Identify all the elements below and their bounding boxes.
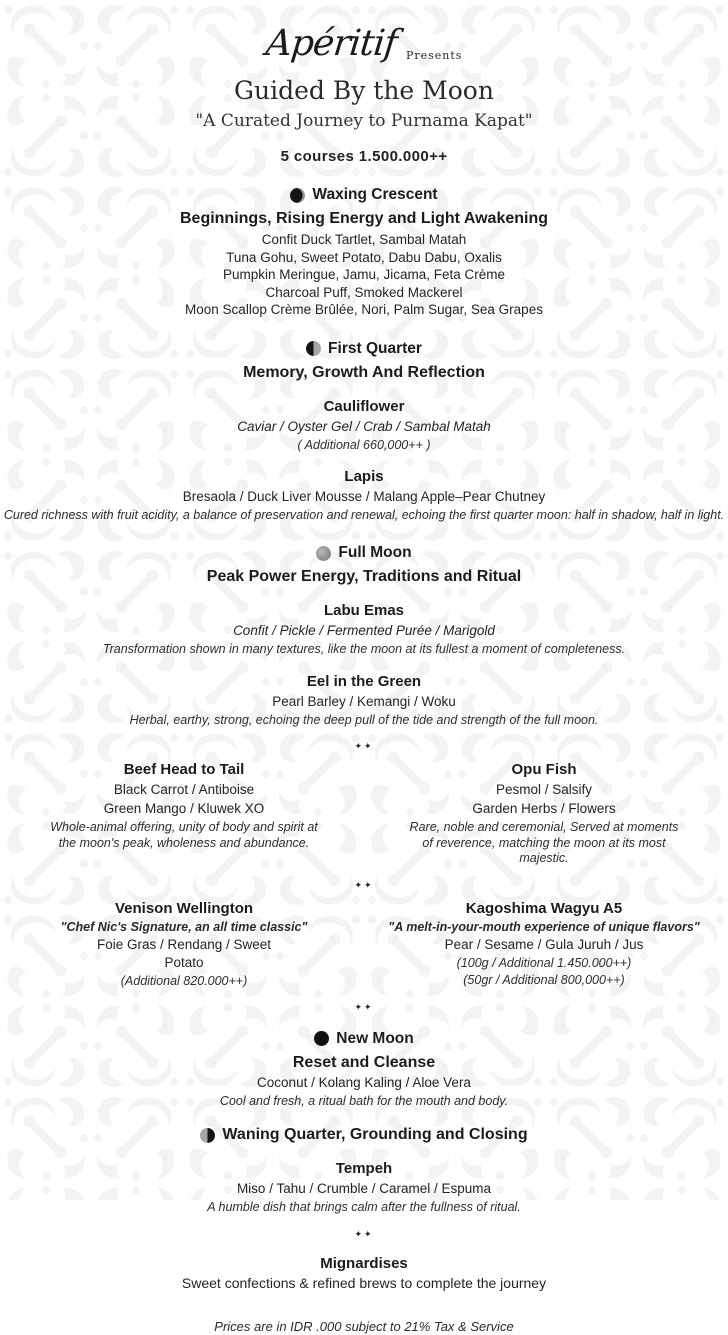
section-waxing-crescent (0, 185, 728, 319)
dish-column-beef (28, 752, 340, 867)
section-title: New Moon (336, 1029, 414, 1047)
dish-ingredients: Caviar / Oyster Gel / Crab / Sambal Matah (237, 418, 491, 434)
dish-ingredients: Miso / Tahu / Crumble / Caramel / Espuma (236, 1181, 492, 1196)
dish-description: Cool and fresh, a ritual bath for the mouth and body. (219, 1093, 509, 1108)
ornament-divider-icon: ✦✦ (354, 879, 374, 890)
dish-ingredients: Foie Gras / Rendang / Sweet Potato (96, 936, 272, 970)
dish-ingredients: Garden Herbs / Flowers (472, 801, 616, 816)
section-subtitle: Memory, Growth And Reflection (243, 363, 485, 381)
dish-ingredients: Pesmol / Salsify (495, 782, 593, 797)
section-heading (0, 185, 728, 205)
section-subtitle: Reset and Cleanse (292, 1053, 436, 1071)
section-title: Full Moon (338, 544, 412, 561)
section-full-moon (0, 543, 728, 1013)
dish-ingredients: Pearl Barley / Kemangi / Woku (272, 693, 456, 709)
dish-ingredients: Black Carrot / Antiboise (113, 782, 255, 797)
dish-columns-row-2 (0, 891, 728, 989)
section-heading (0, 543, 728, 563)
section-waning-quarter (0, 1125, 728, 1292)
dish-name: Lapis (344, 467, 384, 485)
section-new-moon (0, 1029, 728, 1110)
dish-name: Tempeh (335, 1160, 393, 1177)
menu-subtitle: "A Curated Journey to Purnama Kapat" (195, 111, 533, 131)
dish-name: Opu Fish (511, 761, 577, 778)
dish-name: Mignardises (320, 1254, 408, 1272)
dish-ingredients: Coconut / Kolang Kaling / Aloe Vera (257, 1074, 471, 1090)
dish-quote: "A melt-in-your-mouth experience of unique flavors" (388, 919, 700, 934)
section-first-quarter (0, 339, 728, 524)
dish-column-opu-fish (388, 752, 700, 867)
section-subtitle: Beginnings, Rising Energy and Light Awakening (179, 210, 549, 227)
dish-name: Venison Wellington (114, 899, 254, 917)
dish-ingredients: Confit / Pickle / Fermented Purée / Marigold (233, 623, 495, 638)
dish-ingredients: Bresaola / Duck Liver Mousse / Malang Apple–Pear Chutney (182, 488, 546, 504)
dish-name: Eel in the Green (306, 672, 422, 690)
dish-price-note: ( Additional 660,000++ ) (297, 437, 431, 452)
dish-price-note: (100g / Additional 1.450.000++) (456, 955, 632, 970)
dish-column-wagyu (388, 891, 700, 989)
ornament-divider-icon: ✦✦ (354, 1001, 374, 1012)
dish-description: Rare, noble and ceremonial, Served at moments of reverence, matching the moon at its most majestic. (409, 820, 679, 865)
dish-description: A humble dish that brings calm after the fullness of ritual. (207, 1200, 521, 1214)
dish-name: Beef Head to Tail (123, 761, 245, 778)
dish-name: Labu Emas (323, 602, 405, 619)
dish-description: Cured richness with fruit acidity, a balance of preservation and renewal, echoing the first quarter moon: half in shadow, half in light. (3, 507, 725, 522)
course-item: Charcoal Puff, Smoked Mackerel (265, 284, 463, 300)
waning-quarter-moon-icon (200, 1128, 215, 1143)
courses-price: 5 courses 1.500.000++ (280, 148, 448, 165)
dish-name: Cauliflower (323, 397, 405, 415)
section-title: First Quarter (328, 339, 422, 357)
section-heading (0, 339, 728, 359)
dish-columns-row-1 (0, 752, 728, 867)
dish-price-note: (50gr / Additional 800,000++) (463, 972, 625, 987)
dish-name: Kagoshima Wagyu A5 (465, 899, 623, 917)
section-title: Waxing Crescent (312, 186, 438, 203)
section-subtitle: Peak Power Energy, Traditions and Ritual (206, 568, 522, 585)
section-title: Waning Quarter, Grounding and Closing (222, 1126, 528, 1143)
new-moon-icon (314, 1031, 329, 1046)
price-disclaimer: Prices are in IDR .000 subject to 21% Tax & Service (214, 1318, 514, 1334)
section-heading (0, 1125, 728, 1145)
dish-description: Sweet confections & refined brews to complete the journey (181, 1274, 547, 1291)
header (0, 22, 728, 165)
dish-ingredients: Pear / Sesame / Gula Juruh / Jus (444, 936, 644, 952)
course-item: Tuna Gohu, Sweet Potato, Dabu Dabu, Oxalis (226, 249, 502, 265)
course-item: Moon Scallop Crème Brûlée, Nori, Palm Sugar, Sea Grapes (185, 302, 543, 317)
ornament-divider-icon: ✦✦ (354, 741, 374, 751)
course-list (0, 231, 728, 319)
full-moon-icon (316, 546, 331, 561)
menu-title: Guided By the Moon (234, 76, 494, 105)
dish-column-venison (28, 891, 340, 989)
course-item: Confit Duck Tartlet, Sambal Matah (261, 232, 467, 247)
first-quarter-moon-icon (306, 341, 321, 356)
dish-quote: "Chef Nic's Signature, an all time classic" (60, 919, 308, 934)
dish-description: Whole-animal offering, unity of body and spirit at the moon's peak, wholeness and abundance. (50, 820, 318, 850)
dish-ingredients: Green Mango / Kluwek XO (103, 801, 265, 816)
dish-description: Herbal, earthy, strong, echoing the deep pull of the tide and strength of the full moon. (129, 712, 599, 727)
presents-label: Presents (405, 49, 463, 62)
course-item: Pumpkin Meringue, Jamu, Jicama, Feta Crème (222, 267, 506, 282)
section-heading (0, 1029, 728, 1049)
dish-description: Transformation shown in many textures, like the moon at its fullest a moment of completeness. (102, 642, 626, 656)
waxing-crescent-moon-icon (290, 188, 305, 203)
aperitif-logo: Apéritif (263, 23, 399, 64)
dish-price-note: (Additional 820.000++) (120, 973, 248, 988)
ornament-divider-icon: ✦✦ (354, 1228, 374, 1239)
